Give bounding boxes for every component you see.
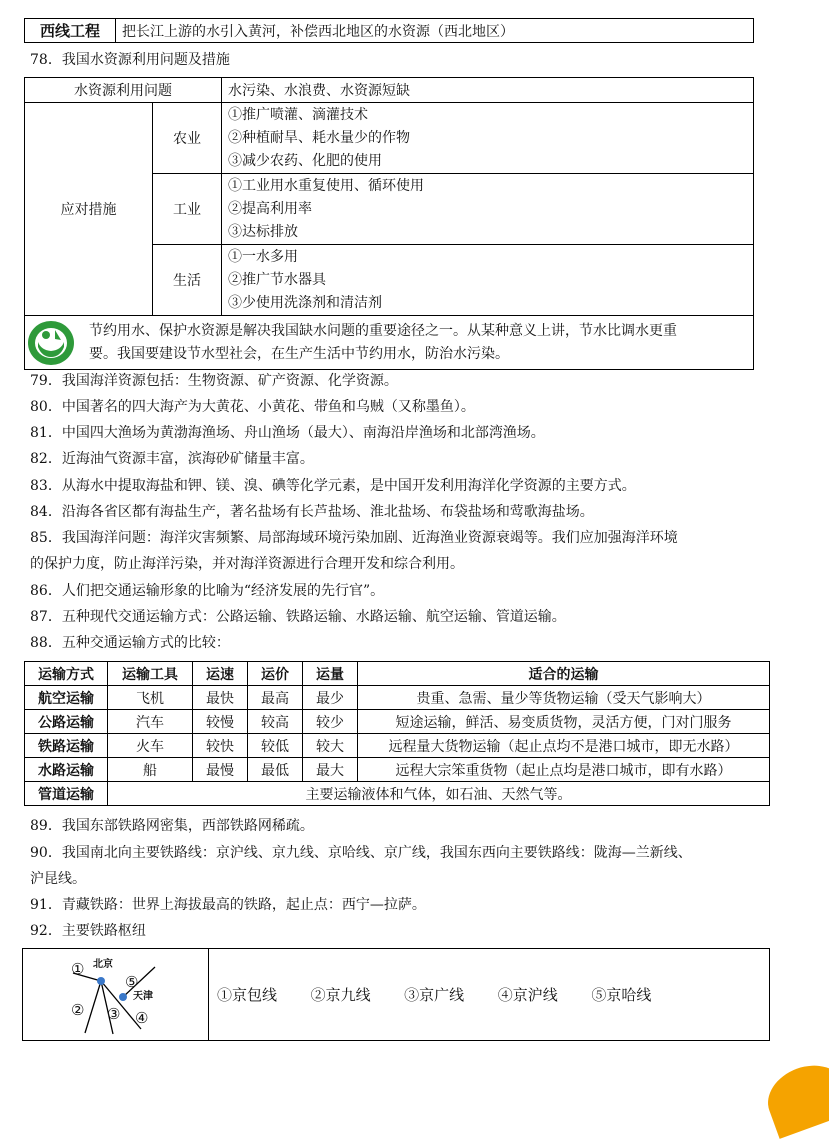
hub-line-5: ⑤京哈线 (591, 986, 652, 1004)
volume-cell: 较少 (303, 710, 358, 734)
mode-cell: 管道运输 (25, 782, 108, 806)
speed-cell: 最快 (193, 686, 248, 710)
header-speed: 运速 (193, 662, 248, 686)
rail-line-2 (85, 981, 101, 1033)
item-82: 82．近海油气资源丰富，滨海砂矿储量丰富。 (30, 451, 314, 467)
mode-cell: 水路运输 (25, 758, 108, 782)
mode-cell: 铁路运输 (25, 734, 108, 758)
water-resources-table (24, 77, 754, 370)
item-91: 91．青藏铁路：世界上海拔最高的铁路，起止点：西宁—拉萨。 (30, 897, 426, 913)
hub-diagram-cell (23, 949, 209, 1041)
tianjin-node (119, 993, 127, 1001)
item-87: 87．五种现代交通运输方式：公路运输、铁路运输、水路运输、航空运输、管道运输。 (30, 609, 566, 625)
item-92: 92．主要铁路枢纽 (30, 923, 146, 939)
item-90: 90．我国南北向主要铁路线：京沪线、京九线、京哈线、京广线，我国东西向主要铁路线：陇海—兰新线、 (30, 845, 692, 861)
header-price: 运价 (248, 662, 303, 686)
railway-hub-diagram (23, 949, 208, 1040)
item-80: 80．中国著名的四大海产为大黄花、小黄花、带鱼和乌贼（又称墨鱼）。 (30, 399, 475, 415)
measure-item: ③减少农药、化肥的使用 (228, 152, 382, 169)
item-85: 85．我国海洋问题：海洋灾害频繁、局部海域环境污染加剧、近海渔业资源衰竭等。我们应加强海洋环境 (30, 530, 678, 546)
west-route-table (24, 18, 754, 43)
item-81: 81．中国四大渔场为黄渤海渔场、舟山渔场（最大）、南海沿岸渔场和北部湾渔场。 (30, 425, 545, 441)
price-cell: 较低 (248, 734, 303, 758)
suitable-cell: 贵重、急需、量少等货物运输（受天气影响大） (358, 686, 770, 710)
marker-2: ② (71, 1001, 85, 1019)
header-volume: 运量 (303, 662, 358, 686)
tool-cell: 汽车 (108, 710, 193, 734)
agriculture-measures (222, 103, 754, 174)
note-line-1: 节约用水、保护水资源是解决我国缺水问题的重要途径之一。从某种意义上讲，节水比调水更重 (89, 323, 677, 339)
tool-cell: 船 (108, 758, 193, 782)
hub-line-1: ①京包线 (217, 986, 278, 1004)
sector-daily-life: 生活 (153, 245, 222, 316)
table-row (25, 758, 770, 782)
hub-line-2: ②京九线 (310, 986, 371, 1004)
measure-item: ②提高利用率 (228, 200, 312, 217)
sector-industry: 工业 (153, 174, 222, 245)
marker-3: ③ (107, 1005, 121, 1023)
tool-cell: 火车 (108, 734, 193, 758)
table-row (25, 734, 770, 758)
price-cell: 最低 (248, 758, 303, 782)
item-88: 88．五种交通运输方式的比较： (30, 635, 230, 651)
problem-label: 水资源利用问题 (25, 78, 222, 103)
measure-item: ①推广喷灌、滴灌技术 (228, 106, 368, 123)
suitable-cell: 远程大宗笨重货物（起止点均是港口城市，即有水路） (358, 758, 770, 782)
water-note (25, 316, 754, 370)
marker-5: ⑤ (125, 973, 139, 991)
measure-item: ②种植耐旱、耗水量少的作物 (228, 129, 410, 146)
beijing-label: 北京 (93, 959, 113, 970)
measure-item: ③少使用洗涤剂和清洁剂 (228, 294, 382, 311)
speed-cell: 较慢 (193, 710, 248, 734)
item-90-continued: 沪昆线。 (30, 871, 86, 887)
hub-lines-cell (209, 949, 770, 1041)
header-mode: 运输方式 (25, 662, 108, 686)
table-row (25, 686, 770, 710)
pipeline-description: 主要运输液体和气体，如石油、天然气等。 (108, 782, 770, 806)
sector-agriculture: 农业 (153, 103, 222, 174)
west-route-label: 西线工程 (25, 19, 116, 43)
item-78: 78．我国水资源利用问题及措施 (30, 52, 230, 68)
measures-label: 应对措施 (25, 103, 153, 316)
mode-cell: 航空运输 (25, 686, 108, 710)
beijing-node (97, 977, 105, 985)
item-84: 84．沿海各省区都有海盐生产，著名盐场有长芦盐场、淮北盐场、布袋盐场和莺歌海盐场。 (30, 504, 594, 520)
volume-cell: 较大 (303, 734, 358, 758)
price-cell: 最高 (248, 686, 303, 710)
daily-life-measures (222, 245, 754, 316)
volume-cell: 最少 (303, 686, 358, 710)
transport-table (24, 661, 770, 806)
measure-item: ②推广节水器具 (228, 271, 326, 288)
suitable-cell: 远程量大货物运输（起止点均不是港口城市，即无水路） (358, 734, 770, 758)
speed-cell: 最慢 (193, 758, 248, 782)
tool-cell: 飞机 (108, 686, 193, 710)
railway-hub-table (22, 948, 770, 1041)
note-line-2: 要。我国要建设节水型社会，在生产生活中节约用水，防治水污染。 (89, 346, 509, 362)
volume-cell: 最大 (303, 758, 358, 782)
header-suitable: 适合的运输 (358, 662, 770, 686)
item-85-continued: 的保护力度，防止海洋污染，并对海洋资源进行合理开发和综合利用。 (30, 556, 464, 572)
water-saving-logo-icon (27, 320, 75, 366)
measure-item: ③达标排放 (228, 223, 298, 240)
speed-cell: 较快 (193, 734, 248, 758)
price-cell: 较高 (248, 710, 303, 734)
measure-item: ①工业用水重复使用、循环使用 (228, 177, 424, 194)
industry-measures (222, 174, 754, 245)
hub-line-4: ④京沪线 (497, 986, 558, 1004)
item-89: 89．我国东部铁路网密集，西部铁路网稀疏。 (30, 818, 314, 834)
header-tool: 运输工具 (108, 662, 193, 686)
table-row (25, 782, 770, 806)
corner-decoration (759, 1055, 829, 1139)
suitable-cell: 短途运输，鲜活、易变质货物，灵活方便，门对门服务 (358, 710, 770, 734)
transport-header-row (25, 662, 770, 686)
hub-line-3: ③京广线 (404, 986, 465, 1004)
west-route-text: 把长江上游的水引入黄河，补偿西北地区的水资源（西北地区） (116, 19, 754, 43)
item-79: 79．我国海洋资源包括：生物资源、矿产资源、化学资源。 (30, 373, 398, 389)
item-83: 83．从海水中提取海盐和钾、镁、溴、碘等化学元素，是中国开发利用海洋化学资源的主要方式。 (30, 478, 636, 494)
mode-cell: 公路运输 (25, 710, 108, 734)
item-86: 86．人们把交通运输形象的比喻为“经济发展的先行官”。 (30, 583, 385, 599)
marker-1: ① (71, 960, 85, 978)
measure-item: ①一水多用 (228, 248, 298, 265)
problem-value: 水污染、水浪费、水资源短缺 (222, 78, 754, 103)
table-row (25, 710, 770, 734)
tianjin-label: 天津 (133, 991, 153, 1002)
marker-4: ④ (135, 1009, 149, 1027)
